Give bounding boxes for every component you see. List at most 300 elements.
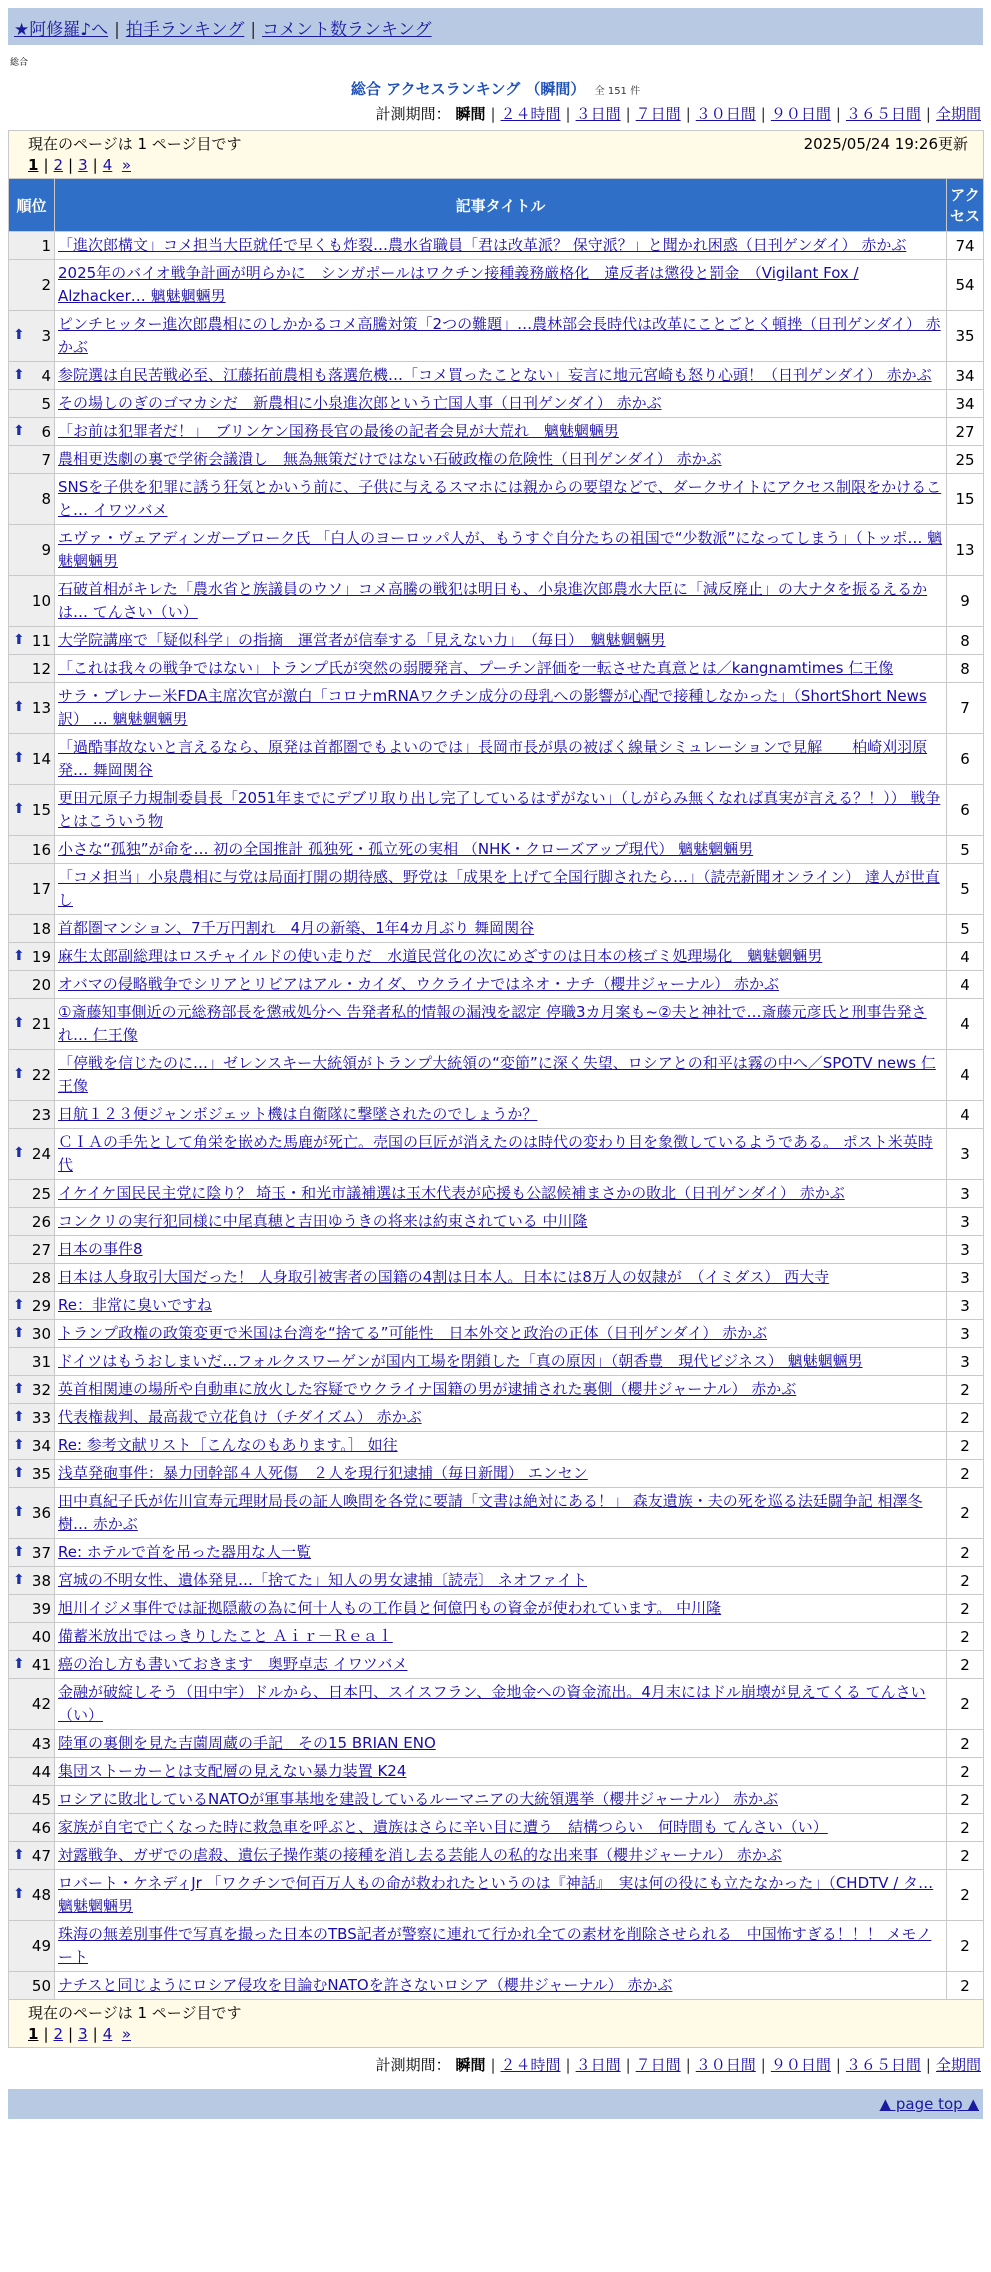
table-row (9, 1539, 984, 1567)
rank-cell (9, 1758, 55, 1786)
section-tag: 総合 (10, 58, 29, 68)
access-count: 2 (947, 1651, 984, 1679)
access-count: 4 (947, 971, 984, 999)
title-cell (55, 1786, 947, 1814)
up-arrow-icon: ⬆ (13, 1504, 25, 1520)
article-link[interactable]: 集団ストーカーとは支配層の見えない暴力装置 K24 (58, 1762, 407, 1780)
table-row (9, 1758, 984, 1786)
page-title-row (8, 78, 983, 99)
rank-number: 41 (31, 1655, 51, 1674)
article-link[interactable]: 小さな“孤独”が命を… 初の全国推計 孤独死・孤立死の実相 （NHK・クローズアップ現代） 魑魅魍魎男 (58, 840, 754, 858)
title-cell (55, 943, 947, 971)
title-cell (55, 446, 947, 474)
period-365d-bottom[interactable]: ３６５日間 (845, 2056, 921, 2074)
table-row (9, 915, 984, 943)
access-count: 5 (947, 864, 984, 915)
pager-bottom (9, 2000, 984, 2048)
title-cell (55, 1376, 947, 1404)
article-link[interactable]: SNSを子供を犯罪に誘う狂気とかいう前に、子供に与えるスマホには親からの要望などで、ダークサイトにアクセス制限をかけること… イワツバメ (58, 478, 942, 519)
title-cell (55, 1972, 947, 2000)
rank-number: 24 (31, 1145, 51, 1163)
period-24h[interactable]: ２４時間 (500, 105, 561, 123)
access-count: 5 (947, 836, 984, 864)
article-link[interactable]: ロバート・ケネディJr 「ワクチンで何百万人もの命が救われたというのは『神話』 実は何の役にも立たなかった」（CHDTV / タ… 魑魅魍魎男 (58, 1874, 934, 1915)
access-count: 3 (947, 1180, 984, 1208)
rank-number: 35 (31, 1464, 51, 1483)
table-row (9, 1651, 984, 1679)
access-count: 2 (947, 1460, 984, 1488)
up-arrow-icon: ⬆ (13, 801, 25, 817)
table-row (9, 1404, 984, 1432)
table-row (9, 474, 984, 525)
rank-number: 30 (31, 1324, 51, 1343)
table-row (9, 1460, 984, 1488)
title-cell (55, 915, 947, 943)
access-count: 74 (947, 232, 984, 260)
article-link[interactable]: ナチスと同じようにロシア侵攻を目論むNATOを許さないロシア（櫻井ジャーナル） 赤かぶ (58, 1976, 673, 1994)
table-row (9, 1870, 984, 1921)
article-link[interactable]: 珠海の無差別事件で写真を撮った日本のTBS記者が警察に連れて行かれ全ての素材を削除させられる 中国怖すぎる！！！ メモノート (58, 1925, 932, 1966)
rank-cell (9, 1129, 55, 1180)
page-3-bottom[interactable]: 3 (78, 2025, 88, 2043)
article-link[interactable]: 日本は人身取引大国だった！ 人身取引被害者の国籍の4割は日本人。日本には8万人の奴隷が （イミダス） 西大寺 (58, 1268, 830, 1286)
access-count: 9 (947, 576, 984, 627)
page-title: 総合 アクセスランキング （瞬間） (350, 80, 586, 98)
title-cell (55, 999, 947, 1050)
table-row (9, 1264, 984, 1292)
article-link[interactable]: 癌の治し方も書いておきます 奥野卓志 イワツバメ (58, 1655, 408, 1673)
article-link[interactable]: 日航１２３便ジャンボジェット機は自衛隊に撃墜されたのでしょうか？ (58, 1105, 538, 1123)
rank-number: 8 (41, 490, 51, 508)
article-link[interactable]: 家族が自宅で亡くなった時に救急車を呼ぶと、遺族はさらに辛い目に遭う 結構つらい 何時間も てんさい（い） (58, 1818, 828, 1836)
access-count: 3 (947, 1129, 984, 1180)
table-row (9, 232, 984, 260)
rank-cell (9, 1972, 55, 2000)
rank-cell (9, 1842, 55, 1870)
article-link[interactable]: 旭川イジメ事件では証拠隠蔽の為に何十人もの工作員と何億円もの資金が使われています。 中川隆 (58, 1599, 722, 1617)
rank-number: 49 (31, 1937, 51, 1955)
table-row (9, 1488, 984, 1539)
article-link[interactable]: 「過酷事故ないと言えるなら、原発は首都圏でもよいのでは」長岡市長が県の被ばく線量シミュレーションで見解 柏崎刈羽原発… 舞岡関谷 (58, 738, 928, 779)
home-link[interactable]: ★阿修羅♪へ (14, 20, 109, 40)
pagination: 1 | 2 | 3 | 4 » (28, 156, 131, 174)
title-cell (55, 1623, 947, 1651)
table-row (9, 864, 984, 915)
rank-cell (9, 999, 55, 1050)
rank-cell (9, 260, 55, 311)
title-cell (55, 1921, 947, 1972)
rank-cell (9, 1870, 55, 1921)
rank-number: 2 (41, 276, 51, 294)
access-count: 2 (947, 1404, 984, 1432)
rank-number: 40 (31, 1627, 51, 1646)
table-row (9, 1180, 984, 1208)
period-instant-bottom: 瞬間 (455, 2056, 486, 2074)
title-cell (55, 1292, 947, 1320)
rank-cell (9, 627, 55, 655)
title-cell (55, 1236, 947, 1264)
table-row (9, 1972, 984, 2000)
article-link[interactable]: その場しのぎのゴマカシだ 新農相に小泉進次郎という亡国人事（日刊ゲンダイ） 赤かぶ (58, 394, 662, 412)
rank-number: 23 (31, 1105, 51, 1124)
article-link[interactable]: 石破首相がキレた「農水省と族議員のウソ」コメ高騰の戦犯は明日も、小泉進次郎農水大臣に「減反廃止」の大ナタを振るえるかは… てんさい（い） (58, 580, 928, 621)
rank-number: 18 (31, 919, 51, 938)
rank-cell (9, 1320, 55, 1348)
rank-number: 34 (31, 1436, 51, 1455)
access-count: 2 (947, 1432, 984, 1460)
access-count: 3 (947, 1236, 984, 1264)
access-count: 2 (947, 1786, 984, 1814)
article-link[interactable]: 金融が破綻しそう（田中宇）ドルから、日本円、スイスフラン、金地金への資金流出。4月末にはドル崩壊が見えてくる てんさい（い） (58, 1683, 926, 1724)
table-row (9, 655, 984, 683)
article-link[interactable]: 陸軍の裏側を見た吉薗周蔵の手記 その15 BRIAN ENO (58, 1734, 436, 1752)
table-row (9, 1595, 984, 1623)
access-count: 2 (947, 1814, 984, 1842)
title-cell (55, 655, 947, 683)
rank-number: 26 (31, 1212, 51, 1231)
rank-number: 44 (31, 1762, 51, 1781)
title-cell (55, 1758, 947, 1786)
period-24h-bottom[interactable]: ２４時間 (500, 2056, 561, 2074)
access-count: 15 (947, 474, 984, 525)
rank-cell (9, 390, 55, 418)
period-3d[interactable]: ３日間 (575, 105, 621, 123)
rank-number: 33 (31, 1408, 51, 1427)
table-row (9, 1376, 984, 1404)
access-count: 2 (947, 1567, 984, 1595)
access-count: 3 (947, 1348, 984, 1376)
table-header-row (9, 179, 984, 232)
period-instant: 瞬間 (455, 105, 486, 123)
title-cell (55, 1595, 947, 1623)
rank-cell (9, 1460, 55, 1488)
title-cell (55, 1208, 947, 1236)
rank-cell (9, 1208, 55, 1236)
rank-number: 46 (31, 1818, 51, 1837)
title-cell (55, 1870, 947, 1921)
table-row (9, 390, 984, 418)
up-arrow-icon: ⬆ (13, 1145, 25, 1161)
title-cell (55, 785, 947, 836)
rank-cell (9, 525, 55, 576)
page-2[interactable]: 2 (53, 156, 64, 174)
access-count: 34 (947, 362, 984, 390)
page-2-bottom[interactable]: 2 (53, 2025, 64, 2043)
rank-number: 6 (41, 422, 51, 441)
article-link[interactable]: エヴァ・ヴェアディンガーブローク氏 「白人のヨーロッパ人が、もうすぐ自分たちの祖国で“少数派”になってしまう」（トッポ… 魑魅魍魎男 (58, 529, 943, 570)
article-link[interactable]: 浅草発砲事件：暴力団幹部４人死傷 ２人を現行犯逮捕（毎日新聞） エンセン (58, 1464, 588, 1482)
rank-number: 10 (31, 592, 51, 610)
rank-cell (9, 1264, 55, 1292)
title-cell (55, 627, 947, 655)
article-link[interactable]: 「お前は犯罪者だ！」 ブリンケン国務長官の最後の記者会見が大荒れ 魑魅魍魎男 (58, 422, 619, 440)
period-30d-bottom[interactable]: ３０日間 (695, 2056, 756, 2074)
rank-cell (9, 734, 55, 785)
page-4-bottom[interactable]: 4 (102, 2025, 113, 2043)
rank-cell (9, 1786, 55, 1814)
access-count: 6 (947, 734, 984, 785)
access-count: 34 (947, 390, 984, 418)
ranking-table (8, 130, 984, 2048)
rank-number: 31 (31, 1352, 51, 1371)
access-count: 2 (947, 1539, 984, 1567)
rank-number: 7 (41, 450, 51, 469)
title-cell (55, 260, 947, 311)
title-cell (55, 1050, 947, 1101)
title-cell (55, 390, 947, 418)
title-cell (55, 525, 947, 576)
table-row (9, 1623, 984, 1651)
rank-number: 48 (31, 1886, 51, 1904)
page-top-link[interactable]: ▲ page top ▲ (879, 2095, 979, 2113)
table-row (9, 1129, 984, 1180)
article-link[interactable]: ピンチヒッター進次郎農相にのしかかるコメ高騰対策「2つの難題」…農林部会長時代は改革にことごとく頓挫（日刊ゲンダイ） 赤かぶ (58, 315, 941, 356)
access-count: 27 (947, 418, 984, 446)
article-link[interactable]: 「これは我々の戦争ではない」トランプ氏が突然の弱腰発言、プーチン評価を一転させた真意とは／kangnamtimes 仁王像 (58, 659, 894, 677)
access-count: 13 (947, 525, 984, 576)
rank-cell (9, 1180, 55, 1208)
rank-number: 36 (31, 1504, 51, 1522)
title-cell (55, 474, 947, 525)
access-count: 2 (947, 1842, 984, 1870)
title-cell (55, 1488, 947, 1539)
period-label: 計測期間： (375, 105, 451, 123)
period-90d-bottom[interactable]: ９０日間 (770, 2056, 831, 2074)
up-arrow-icon: ⬆ (13, 1655, 25, 1672)
rank-cell (9, 1404, 55, 1432)
article-link[interactable]: 2025年のバイオ戦争計画が明らかに シンガポールはワクチン接種義務厳格化 違反者は懲役と罰金 （Vigilant Fox / Alzhacker… 魑魅魍魎男 (58, 264, 859, 305)
rank-number: 38 (31, 1571, 51, 1590)
rank-number: 14 (31, 750, 51, 768)
article-link[interactable]: 「コメ担当」小泉農相に与党は局面打開の期待感、野党は「成果を上げて全国行脚されたら…」（読売新聞オンライン） 達人が世直し (58, 868, 940, 909)
pagination-bottom: 1 | 2 | 3 | 4 » (28, 2025, 131, 2043)
article-link[interactable]: Re：非常に臭いですね (58, 1296, 212, 1314)
access-count: 25 (947, 446, 984, 474)
article-link[interactable]: トランプ政権の政策変更で米国は台湾を“捨てる”可能性 日本外交と政治の正体（日刊ゲンダイ） 赤かぶ (58, 1324, 768, 1342)
access-count: 6 (947, 785, 984, 836)
rank-cell (9, 576, 55, 627)
current-page-info: 現在のページは 1 ページ目です (28, 135, 242, 153)
page-4[interactable]: 4 (102, 156, 113, 174)
article-link[interactable]: 宮城の不明女性、遺体発見…「捨てた」知人の男女逮捕〔読売〕 ネオファイト (58, 1571, 588, 1589)
total-count: 全 151 件 (594, 86, 641, 97)
next-page-link[interactable]: » (121, 156, 131, 174)
table-row (9, 1786, 984, 1814)
article-link[interactable]: Re: 参考文献リスト［こんなのもあります。］ 如往 (58, 1436, 398, 1454)
table-row (9, 362, 984, 390)
up-arrow-icon: ⬆ (13, 1436, 25, 1453)
title-cell (55, 1129, 947, 1180)
article-link[interactable]: 田中真紀子氏が佐川宣寿元理財局長の証人喚問を各党に要請「文書は絶対にある！」 森友遺族・夫の死を巡る法廷闘争記 相澤冬樹… 赤かぶ (58, 1492, 923, 1533)
period-3d-bottom[interactable]: ３日間 (575, 2056, 621, 2074)
table-row (9, 1236, 984, 1264)
page-1[interactable]: 1 (28, 156, 39, 174)
access-count: 3 (947, 1264, 984, 1292)
access-count: 4 (947, 1101, 984, 1129)
article-link[interactable]: 農相更迭劇の裏で学術会議潰し 無為無策だけではない石破政権の危険性（日刊ゲンダイ） 赤かぶ (58, 450, 722, 468)
up-arrow-icon: ⬆ (13, 1571, 25, 1588)
access-count: 5 (947, 915, 984, 943)
table-row (9, 446, 984, 474)
access-count: 2 (947, 1623, 984, 1651)
rank-cell (9, 474, 55, 525)
article-link[interactable]: 参院選は自民苦戦必至、江藤拓前農相も落選危機…「コメ買ったことない」妄言に地元宮崎も怒り心頭！（日刊ゲンダイ） 赤かぶ (58, 366, 932, 384)
access-count: 3 (947, 1292, 984, 1320)
rank-number: 21 (31, 1015, 51, 1033)
rank-cell (9, 1488, 55, 1539)
rank-cell (9, 1292, 55, 1320)
access-count: 2 (947, 1972, 984, 2000)
title-cell (55, 1567, 947, 1595)
current-page-info-bottom: 現在のページは 1 ページ目です (28, 2004, 242, 2022)
up-arrow-icon: ⬆ (13, 699, 25, 715)
period-365d[interactable]: ３６５日間 (845, 105, 921, 123)
up-arrow-icon: ⬆ (13, 631, 25, 648)
access-count: 2 (947, 1870, 984, 1921)
rank-number: 13 (31, 699, 51, 717)
rank-cell (9, 1101, 55, 1129)
access-count: 35 (947, 311, 984, 362)
rank-cell (9, 915, 55, 943)
period-label-bottom: 計測期間： (375, 2056, 451, 2074)
rank-cell (9, 1539, 55, 1567)
article-link[interactable]: ①斎藤知事側近の元総務部長を懲戒処分へ 告発者私的情報の漏洩を認定 停職3カ月案も~②夫と神社で…斎藤元彦氏と刑事告発され… 仁王像 (58, 1003, 927, 1044)
up-arrow-icon: ⬆ (13, 1464, 25, 1481)
page-3[interactable]: 3 (78, 156, 88, 174)
table-row (9, 1814, 984, 1842)
rank-cell (9, 1432, 55, 1460)
title-cell (55, 1651, 947, 1679)
table-row (9, 1921, 984, 1972)
title-cell (55, 1404, 947, 1432)
rank-cell (9, 1814, 55, 1842)
rank-cell (9, 943, 55, 971)
rank-number: 20 (31, 975, 51, 994)
up-arrow-icon: ⬆ (13, 422, 25, 439)
period-selector-top: 計測期間： 瞬間 | ２４時間 | ３日間 | ７日間 | ３０日間 | ９０日間 | ３６５日間 | 全期間 (375, 105, 981, 123)
article-link[interactable]: 「進次郎構文」コメ担当大臣就任で早くも炸裂…農水省職員「君は改革派？ 保守派？」と聞かれ困惑（日刊ゲンダイ） 赤かぶ (58, 236, 907, 254)
table-row (9, 1432, 984, 1460)
rank-cell (9, 836, 55, 864)
period-all-bottom[interactable]: 全期間 (935, 2056, 981, 2074)
article-link[interactable]: Re: ホテルで首を吊った器用な人一覧 (58, 1543, 312, 1561)
article-link[interactable]: サラ・ブレナー米FDA主席次官が激白「コロナmRNAワクチン成分の母乳への影響が心配で接種しなかった」（ShortShort News訳） … 魑魅魍魎男 (58, 687, 927, 728)
up-arrow-icon: ⬆ (13, 1066, 25, 1082)
up-arrow-icon: ⬆ (13, 327, 25, 343)
title-cell (55, 1814, 947, 1842)
rank-cell (9, 311, 55, 362)
article-link[interactable]: 対露戦争、ガザでの虐殺、遺伝子操作薬の接種を消し去る芸能人の私的な出来事（櫻井ジャーナル） 赤かぶ (58, 1846, 782, 1864)
rank-number: 15 (31, 801, 51, 819)
article-link[interactable]: 麻生太郎副総理はロスチャイルドの使い走りだ 水道民営化の次にめざすのは日本の核ゴミ処理場化 魑魅魍魎男 (58, 947, 823, 965)
table-row (9, 1292, 984, 1320)
period-all[interactable]: 全期間 (935, 105, 981, 123)
access-count: 2 (947, 1376, 984, 1404)
rank-cell (9, 1050, 55, 1101)
article-link[interactable]: 英首相関連の場所や自動車に放火した容疑でウクライナ国籍の男が逮捕された裏側（櫻井ジャーナル） 赤かぶ (58, 1380, 797, 1398)
access-count: 2 (947, 1730, 984, 1758)
article-link[interactable]: ドイツはもうおしまいだ…フォルクスワーゲンが国内工場を閉鎖した「真の原因」（朝香豊 現代ビジネス） 魑魅魍魎男 (58, 1352, 863, 1370)
rank-number: 50 (31, 1976, 51, 1995)
rank-number: 43 (31, 1734, 51, 1753)
access-count: 8 (947, 655, 984, 683)
applause-ranking-link[interactable]: 拍手ランキング (125, 20, 245, 40)
rank-number: 11 (31, 631, 51, 650)
table-row (9, 525, 984, 576)
article-link[interactable]: イケイケ国民民主党に陰り？ 埼玉・和光市議補選は玉木代表が応援も公認候補まさかの敗北（日刊ゲンダイ） 赤かぶ (58, 1184, 845, 1202)
title-header: 記事タイトル (55, 179, 947, 232)
access-count: 8 (947, 627, 984, 655)
table-row (9, 1320, 984, 1348)
article-link[interactable]: コンクリの実行犯同様に中尾真穂と吉田ゆうきの将来は約束されている 中川隆 (58, 1212, 588, 1230)
access-count: 4 (947, 943, 984, 971)
page-1-bottom[interactable]: 1 (28, 2025, 39, 2043)
article-link[interactable]: ＣＩＡの手先として角栄を嵌めた馬鹿が死亡。売国の巨匠が消えたのは時代の変わり目を象徴しているようである。 ポスト米英時代 (58, 1133, 933, 1174)
title-cell (55, 683, 947, 734)
up-arrow-icon: ⬆ (13, 1015, 25, 1031)
up-arrow-icon: ⬆ (13, 750, 25, 766)
period-30d[interactable]: ３０日間 (695, 105, 756, 123)
article-link[interactable]: オバマの侵略戦争でシリアとリビアはアル・カイダ、ウクライナではネオ・ナチ（櫻井ジャーナル） 赤かぶ (58, 975, 780, 993)
rank-number: 25 (31, 1184, 51, 1203)
rank-cell (9, 1236, 55, 1264)
article-link[interactable]: 更田元原子力規制委員長「2051年までにデブリ取り出し完了しているはずがない」（しがらみ無くなれば真実が言える？！）） 戦争とはこういう物 (58, 789, 941, 830)
article-link[interactable]: 日本の事件8 (58, 1240, 143, 1258)
article-link[interactable]: 「停戦を信じたのに…」ゼレンスキー大統領がトランプ大統領の“変節”に深く失望、ロシアとの和平は霧の中へ／SPOTV news 仁王像 (58, 1054, 936, 1095)
table-row (9, 1842, 984, 1870)
title-cell (55, 1539, 947, 1567)
up-arrow-icon: ⬆ (13, 1886, 25, 1902)
rank-number: 45 (31, 1790, 51, 1809)
period-90d[interactable]: ９０日間 (770, 105, 831, 123)
article-link[interactable]: 大学院講座で「疑似科学」の指摘 運営者が信奉する「見えない力」 （毎日） 魑魅魍魎男 (58, 631, 666, 649)
article-link[interactable]: 代表権裁判、最高裁で立花負け（チダイズム） 赤かぶ (58, 1408, 422, 1426)
table-row (9, 785, 984, 836)
title-cell (55, 1264, 947, 1292)
table-row (9, 311, 984, 362)
title-cell (55, 1460, 947, 1488)
rank-number: 28 (31, 1268, 51, 1287)
footer-bar (8, 2089, 983, 2119)
title-cell (55, 971, 947, 999)
article-link[interactable]: 首都圏マンション、7千万円割れ 4月の新築、1年4カ月ぶり 舞岡関谷 (58, 919, 535, 937)
article-link[interactable]: ロシアに敗北しているNATOが軍事基地を建設しているルーマニアの大統領選挙（櫻井ジャーナル） 赤かぶ (58, 1790, 779, 1808)
table-row (9, 683, 984, 734)
up-arrow-icon: ⬆ (13, 366, 25, 383)
rank-number: 17 (31, 880, 51, 898)
rank-number: 39 (31, 1599, 51, 1618)
rank-number: 37 (31, 1543, 51, 1562)
access-count: 2 (947, 1679, 984, 1730)
table-row (9, 1050, 984, 1101)
access-count: 7 (947, 683, 984, 734)
rank-cell (9, 864, 55, 915)
rank-number: 27 (31, 1240, 51, 1259)
rank-cell (9, 655, 55, 683)
access-count: 2 (947, 1595, 984, 1623)
table-row (9, 836, 984, 864)
rank-cell (9, 1679, 55, 1730)
rank-number: 9 (41, 541, 51, 559)
pager-top (9, 131, 984, 179)
period-7d-bottom[interactable]: ７日間 (635, 2056, 681, 2074)
table-row (9, 1101, 984, 1129)
comment-ranking-link[interactable]: コメント数ランキング (262, 20, 432, 40)
article-link[interactable]: 備蓄米放出ではっきりしたこと Ａｉｒ－Ｒｅａｌ (58, 1627, 393, 1645)
period-7d[interactable]: ７日間 (635, 105, 681, 123)
rank-number: 42 (31, 1695, 51, 1713)
next-page-link-bottom[interactable]: » (121, 2025, 131, 2043)
